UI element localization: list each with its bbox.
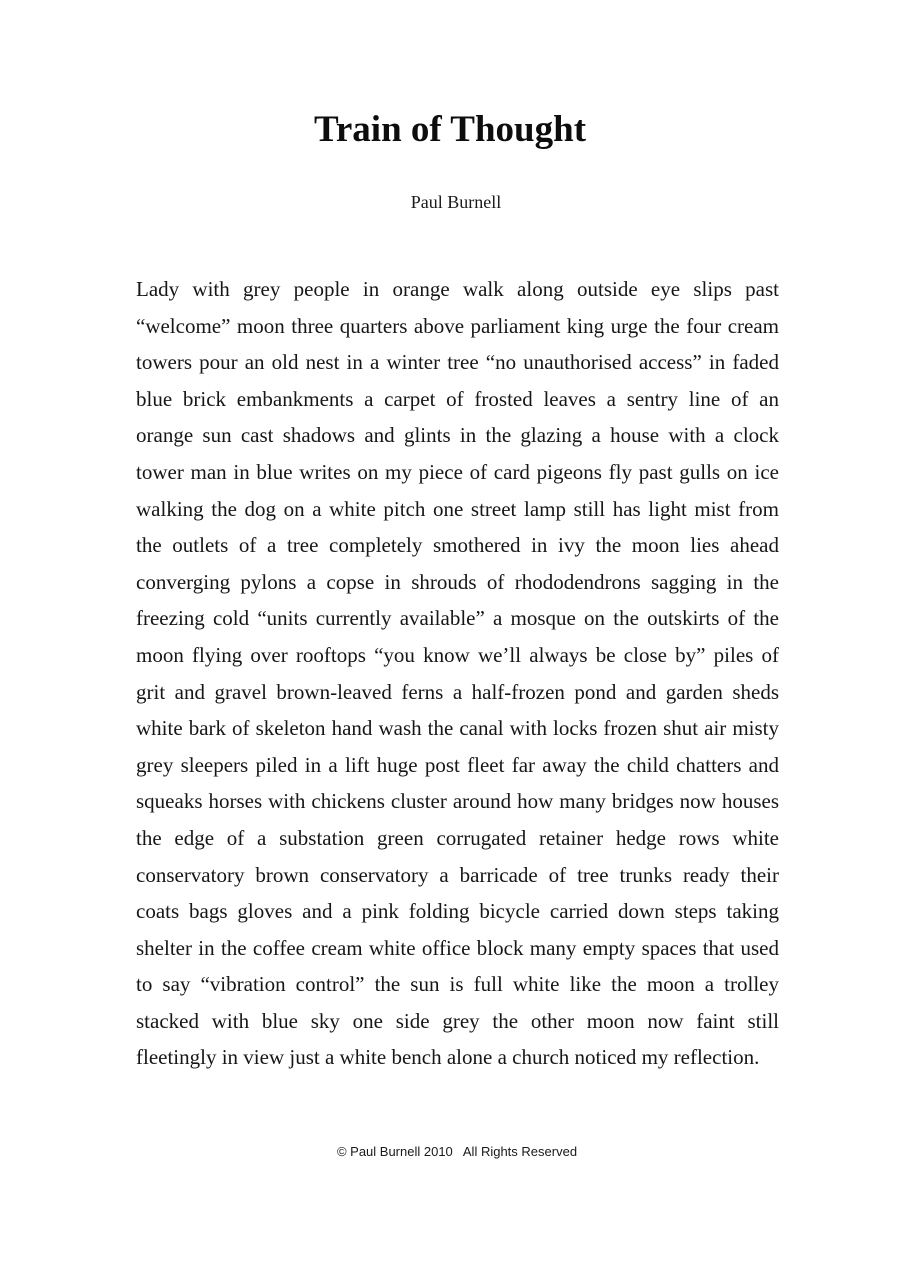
poem-line: squeaks horses with chickens cluster around how many bridges now houses: [136, 789, 779, 814]
poem-line-last: fleetingly in view just a white bench alone a church noticed my reflection.: [136, 1045, 760, 1070]
poem-line: to say “vibration control” the sun is full white like the moon a trolley: [136, 972, 779, 997]
poem-body: [136, 271, 779, 1076]
poem-line: freezing cold “units currently available” a mosque on the outskirts of the: [136, 606, 779, 631]
poem-line: stacked with blue sky one side grey the other moon now faint still: [136, 1008, 779, 1033]
poem-line: shelter in the coffee cream white office block many empty spaces that used: [136, 935, 779, 960]
poem-line: coats bags gloves and a pink folding bicycle carried down steps taking: [136, 899, 779, 924]
poem-line: white bark of skeleton hand wash the canal with locks frozen shut air misty: [136, 716, 779, 741]
poem-line: blue brick embankments a carpet of frosted leaves a sentry line of an: [136, 386, 779, 411]
poem-line: the edge of a substation green corrugated retainer hedge rows white: [136, 825, 779, 850]
poem-line: conservatory brown conservatory a barricade of tree trunks ready their: [136, 862, 779, 887]
poem-line: tower man in blue writes on my piece of card pigeons fly past gulls on ice: [136, 459, 779, 484]
poem-line: grey sleepers piled in a lift huge post fleet far away the child chatters and: [136, 752, 779, 777]
poem-title: Train of Thought: [313, 109, 587, 150]
copyright-footer: © Paul Burnell 2010 All Rights Reserved: [336, 1144, 578, 1159]
poem-line: towers pour an old nest in a winter tree “no unauthorised access” in faded: [136, 350, 779, 375]
poem-line: converging pylons a copse in shrouds of rhododendrons sagging in the: [136, 569, 779, 594]
poem-line: “welcome” moon three quarters above parliament king urge the four cream: [136, 313, 779, 338]
poem-line: grit and gravel brown-leaved ferns a half-frozen pond and garden sheds: [136, 679, 779, 704]
poem-line: orange sun cast shadows and glints in the glazing a house with a clock: [136, 423, 779, 448]
poem-line: moon flying over rooftops “you know we’ll always be close by” piles of: [136, 642, 779, 667]
poem-line: walking the dog on a white pitch one street lamp still has light mist from: [136, 496, 779, 521]
poem-line: Lady with grey people in orange walk along outside eye slips past: [136, 277, 779, 301]
author-name: Paul Burnell: [410, 192, 502, 212]
poem-line: the outlets of a tree completely smothered in ivy the moon lies ahead: [136, 533, 779, 558]
